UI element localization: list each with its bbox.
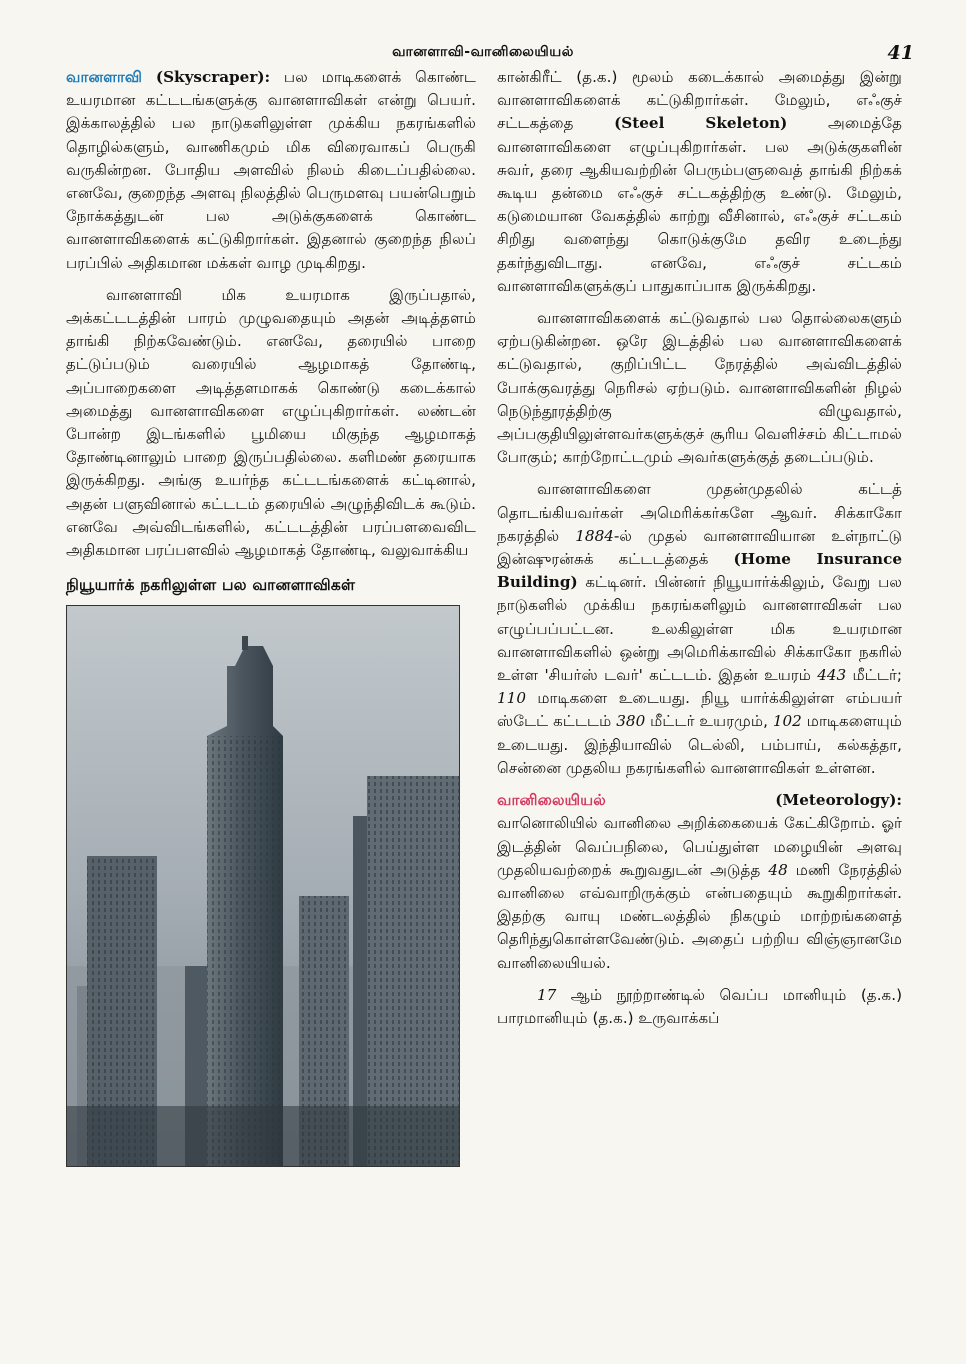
skyscraper-heading: வானளாவி [66,68,143,86]
meteorology-heading-row [497,789,902,812]
history-text-b: -ல் முதல் வானளாவியான உள்நாட்டு இன்ஷுரன்சுக் கட்டடத்தைக் [497,526,902,569]
new-york-skyline-image [67,606,459,1166]
century-number: 17 [537,985,557,1004]
steel-skeleton-term: (Steel Skeleton) [614,114,788,133]
history-text-g: மீட்டர் உயரமும், [650,712,768,731]
right-column [497,66,902,1039]
left-column [66,66,476,1167]
skyscraper-term: (Skyscraper): [155,68,271,86]
history-text-e: மாடிகளை உடையது. நியூ யார்க்கிலுள்ள எம்பயர் ஸ்டேட் கட்டடம் [497,689,902,731]
sears-floors: 110 [497,689,526,708]
history-paragraph [497,478,902,780]
history-year: 1884 [575,526,614,545]
page-number: 41 [887,42,914,64]
steel-text-a: கான்கிரீட் (த.க.) மூலம் கடைக்கால் அமைத்து இன்று வானளாவிகளைக் கட்டுகிறார்கள். மேலும், எஃகுச் சட்டகத்தை [497,68,902,133]
history-text-d: மீட்டர்; [852,666,903,685]
running-title: வானளாவி-வானிலையியல் [392,44,574,60]
photo-caption: நியூயார்க் நகரிலுள்ள பல வானளாவிகள் [66,576,356,595]
skyscraper-text: பல மாடிகளைக் கொண்ட உயரமான கட்டடங்களுக்கு வானளாவிகள் என்று பெயர். இக்காலத்தில் பல நாடுகளிலுள்ள முக்கிய நகரங்களில் தொழில்களும், வாணிகமும் மிக விரைவாகப் பெருகி வருகின்றன. போதிய அளவில் நிலம் கிடைப்பதில்லை. எனவே, குறைந்த அளவு நிலத்தில் பெருமளவு பயன்பெறும் நோக்கத்துடன் பல அடுக்குகளைக் கொண்ட வானளாவிகளைக் கட்டுகிறார்கள். இதனால் குறைந்த நிலப் பரப்பில் அதிகமான மக்கள் வாழ முடிகிறது. [66,68,477,272]
skyscraper-paragraph [66,66,476,275]
history-text-c: கட்டினர். பின்னர் நியூயார்க்கிலும், வேறு பல நாடுகளில் முக்கிய நகரங்களிலும் வானளாவிகள் பல எழுப்பப்பட்டன. உலகிலுள்ள மிக உயரமான வானளாவிகளில் ஒன்று அமெரிக்காவில் சிக்காகோ நகரில் உள்ள 'சியர்ஸ் டவர்' கட்டடம். இதன் உயரம் [497,573,903,685]
sears-height: 443 [817,666,847,685]
forecast-hours: 48 [768,860,788,879]
foundation-paragraph: வானளாவி மிக உயரமாக இருப்பதால், அக்கட்டடத்தின் பாரம் முழுவதையும் அதன் அடித்தளம் தாங்கி நிற்கவேண்டும். எனவே, தரையில் பாறை தட்டுப்படும் வரையில் ஆழமாகத் தோண்டி, அப்பாறைகளை அடித்தளமாகக் கொண்டு கடைக்கால் அமைத்து வானளாவிகளை எழுப்புகிறார்கள். லண்டன் போன்ற இடங்களில் பூமியை மிகுந்த ஆழமாகத் தோண்டினாலும் பாறை இருப்பதில்லை. களிமண் தரையாக இருக்கிறது. அங்கு உயர்ந்த கட்டடங்களைக் கட்டினால், அதன் பளுவினால் கட்டடம் தரையில் அழுந்திவிடக் கூடும். எனவே அவ்விடங்களில், கட்டடத்தின் பரப்பளவைவிட அதிகமான பரப்பளவில் ஆழமாகத் தோண்டி, வலுவாக்கிய [66,285,476,560]
instruments-text: ஆம் நூற்றாண்டில் வெப்ப மானியும் (த.க.) பாரமானியும் (த.க.) உருவாக்கப் [497,985,902,1027]
history-text-a: வானளாவிகளை முதன்முதலில் கட்டத் தொடங்கியவர்கள் அமெரிக்கர்களே ஆவர். சிக்காகோ நகரத்தில் [497,480,902,545]
empire-height: 380 [616,712,646,731]
steel-skeleton-paragraph [497,66,902,298]
history-text-h: மாடிகளையும் உடையது. இந்தியாவில் டெல்லி, பம்பாய், கல்கத்தா, சென்னை முதலிய நகரங்களில் வானளாவிகள் உள்ளன. [497,712,903,777]
meteorology-text-b: மணி நேரத்தில் வானிலை எவ்வாறிருக்கும் என்பதையும் கூறுகிறார்கள். இதற்கு வாயு மண்டலத்தில் நிகழும் மாற்றங்களைத் தெரிந்துகொள்ளவேண்டும். அதைப் பற்றிய விஞ்ஞானமே வானிலையியல். [497,860,902,972]
meteorology-term: (Meteorology): [775,791,902,810]
instruments-paragraph [497,984,902,1030]
empire-floors: 102 [772,712,802,731]
meteorology-heading: வானிலையியல் [497,791,606,810]
skyscraper-photo [66,605,460,1167]
home-insurance-term: (Home Insurance Building) [497,550,902,592]
steel-text-b: அமைத்தே வானளாவிகளை எழுப்புகிறார்கள். பல அடுக்குகளின் சுவர், தரை ஆகியவற்றின் பெரும்பளுவைத் தாங்கி நிற்கக் கூடிய தன்மை எஃகுச் சட்டகத்திற்கு உண்டு. மேலும், கடுமையான வேகத்தில் காற்று வீசினால், எஃகுச் சட்டகம் சிறிது வளைந்து கொடுக்குமே தவிர உடைந்து தகர்ந்துவிடாது. எனவே, எஃகுச் சட்டகம் வானளாவிகளுக்குப் பாதுகாப்பாக இருக்கிறது. [497,114,903,295]
meteorology-text-a: வானொலியில் வானிலை அறிக்கையைக் கேட்கிறோம். ஓர் இடத்தின் வெப்பநிலை, பெய்துள்ள மழையின் அளவு முதலியவற்றைக் கூறுவதுடன் அடுத்த [497,814,902,879]
meteorology-paragraph [497,812,902,974]
problems-paragraph: வானளாவிகளைக் கட்டுவதால் பல தொல்லைகளும் ஏற்படுகின்றன. ஒரே இடத்தில் பல வானளாவிகளைக் கட்டுவதால், குறிப்பிட்ட நேரத்தில் அவ்விடத்தில் போக்குவரத்து நெரிசல் ஏற்படும். வானளாவிகளின் நிழல் நெடுந்தூரத்திற்கு விழுவதால், அப்பகுதியிலுள்ளவர்களுக்குச் சூரிய வெளிச்சம் கிட்டாமல் போகும்; காற்றோட்டமும் அவர்களுக்குத் தடைப்படும். [497,309,902,467]
